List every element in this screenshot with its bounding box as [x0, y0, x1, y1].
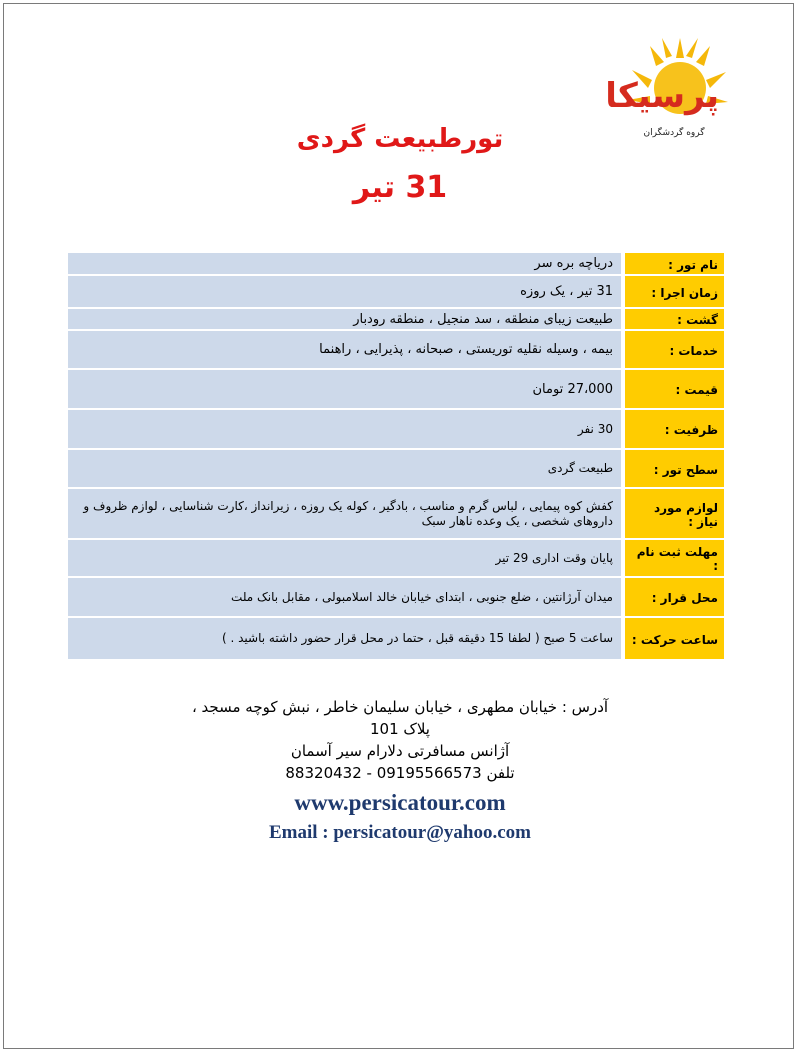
row-label: محل قرار :	[625, 578, 724, 616]
table-row	[68, 331, 724, 368]
row-label: ساعت حرکت :	[625, 618, 724, 659]
phone-numbers: تلفن 09195566573 - 88320432	[285, 764, 515, 782]
table-row	[68, 253, 724, 274]
agency-name: آژانس مسافرتی دلارام سیر آسمان	[290, 742, 510, 760]
row-value: طبیعت زیبای منطقه ، سد منجیل ، منطقه رودبار	[68, 309, 621, 329]
website-link[interactable]: www.persicatour.com	[294, 790, 506, 815]
row-label: قیمت :	[625, 370, 724, 408]
row-value: دریاچه بره سر	[68, 253, 621, 274]
row-value: میدان آرژانتین ، ضلع جنوبی ، ابتدای خیابان خالد اسلامبولی ، مقابل بانک ملت	[68, 578, 621, 616]
row-value: کفش کوه پیمایی ، لباس گرم و مناسب ، بادگیر ، کوله یک روزه ، زیرانداز ،کارت شناسایی ، لوازم ظروف و داروهای شخصی ، یک وعده ناهار سبک	[68, 489, 621, 538]
row-value: ساعت 5 صبح ( لطفا 15 دقیقه قبل ، حتما در محل قرار حضور داشته باشید . )	[68, 618, 621, 659]
persica-logo	[605, 36, 730, 156]
row-label: گشت :	[625, 309, 724, 329]
table-row	[68, 370, 724, 408]
logo-subtitle: گروه گردشگران	[643, 128, 705, 138]
address-line-1: آدرس : خیابان مطهری ، خیابان سلیمان خاطر ، نبش کوچه مسجد ،	[191, 698, 609, 716]
row-label: مهلت ثبت نام :	[625, 540, 724, 576]
table-row	[68, 410, 724, 448]
row-label: خدمات :	[625, 331, 724, 368]
email-link[interactable]: Email : persicatour@yahoo.com	[268, 822, 531, 843]
table-row	[68, 618, 724, 659]
row-value: طبیعت گردی	[68, 450, 621, 487]
row-label: سطح تور :	[625, 450, 724, 487]
table-row	[68, 450, 724, 487]
table-row	[68, 489, 724, 538]
row-label: نام تور :	[625, 253, 724, 274]
row-label: لوازم مورد نیاز :	[625, 489, 724, 538]
row-value: بیمه ، وسیله نقلیه توریستی ، صبحانه ، پذیرایی ، راهنما	[68, 331, 621, 368]
table-row	[68, 276, 724, 307]
row-label: ظرفیت :	[625, 410, 724, 448]
page-title: تورطبیعت گردی	[296, 124, 504, 154]
row-value: پایان وقت اداری 29 تیر	[68, 540, 621, 576]
row-value: 27،000 تومان	[68, 370, 621, 408]
table-row	[68, 578, 724, 616]
row-value: 30 نفر	[68, 410, 621, 448]
row-label: زمان اجرا :	[625, 276, 724, 307]
page-subtitle-date: 31 تیر	[352, 170, 448, 205]
row-value: 31 تیر ، یک روزه	[68, 276, 621, 307]
address-line-2: پلاک 101	[370, 720, 430, 738]
table-row	[68, 309, 724, 329]
tour-info-table	[68, 253, 724, 659]
table-row	[68, 540, 724, 576]
logo-wordmark: پرسیکا	[605, 76, 719, 116]
